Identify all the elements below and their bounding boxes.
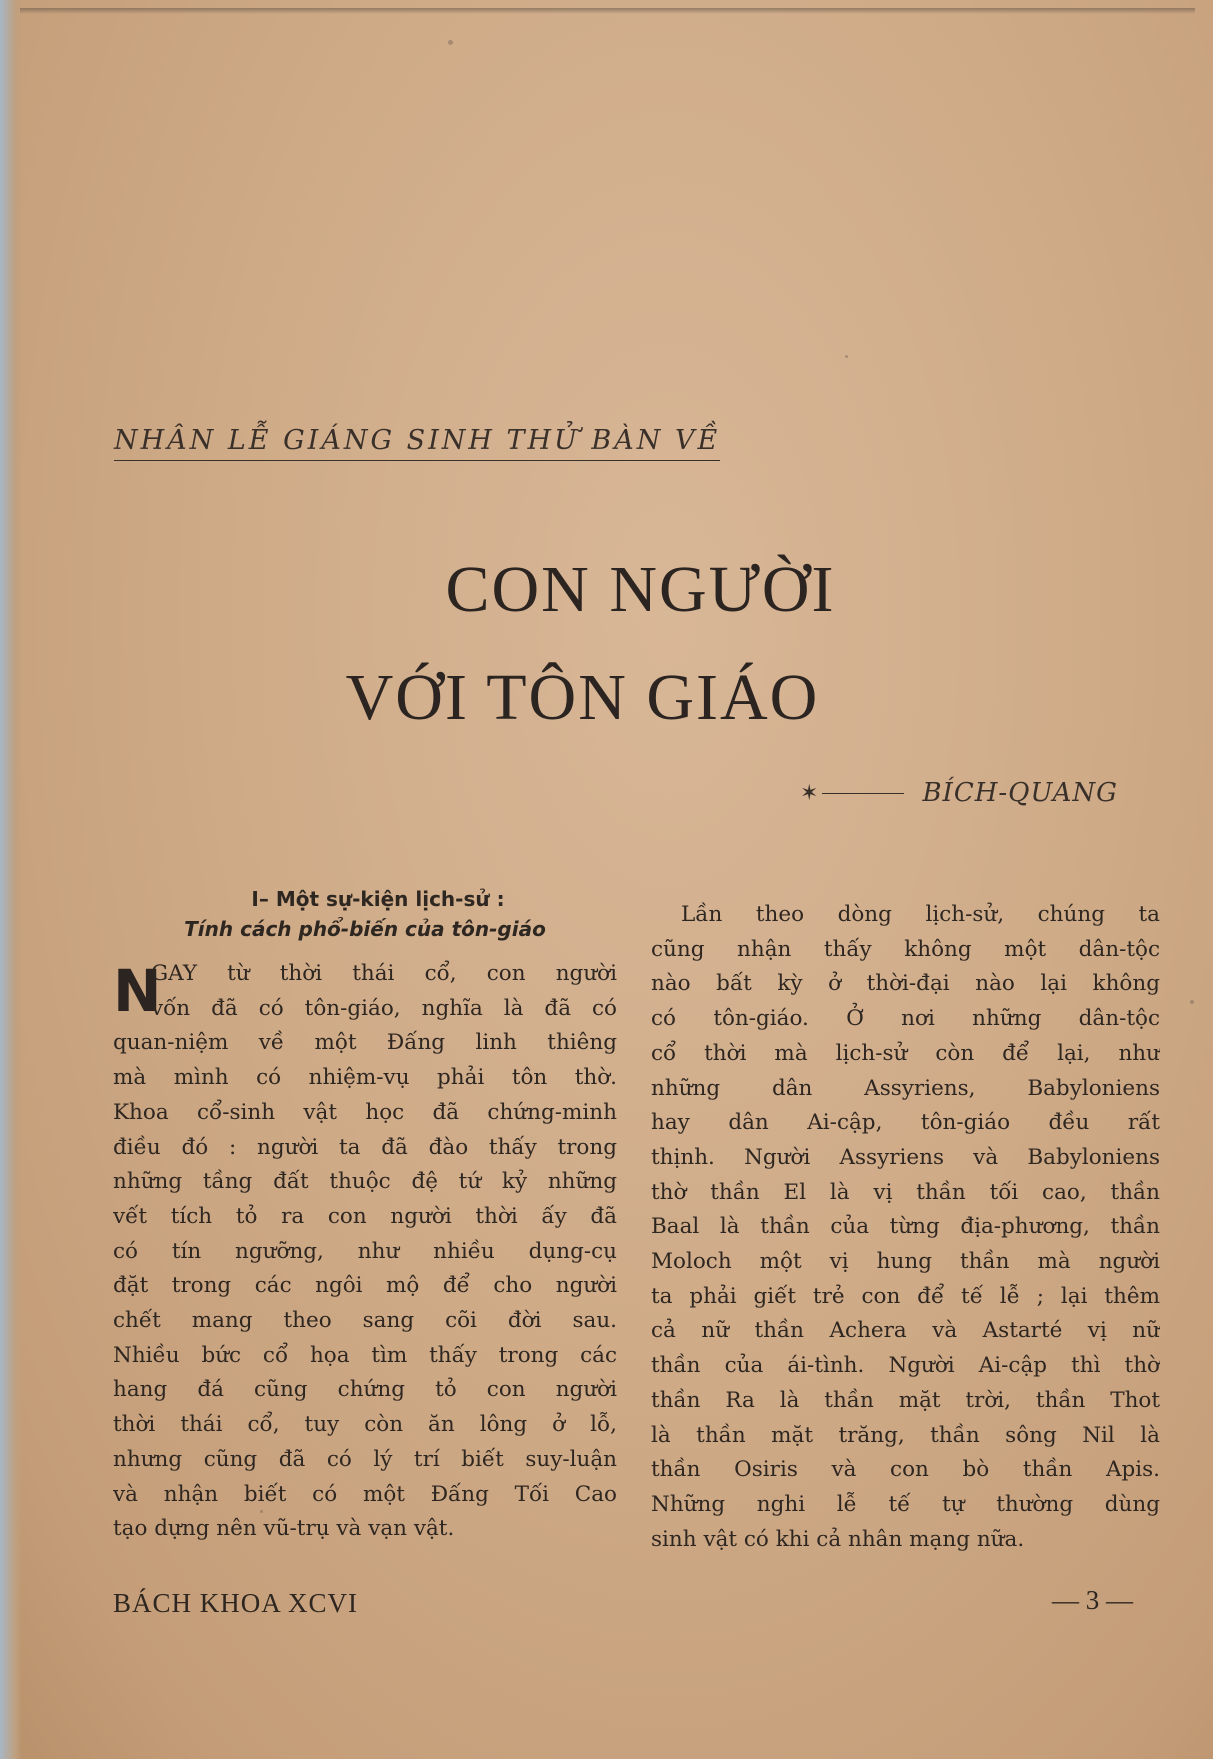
page-edge: [0, 0, 22, 1759]
paragraph-line: ta phải giết trẻ con để tế lễ ; lại thêm: [651, 1283, 1160, 1309]
article-title-line-2: VỚI TÔN GIÁO: [345, 661, 820, 734]
paragraph-line: GAY từ thời thái cổ, con người: [151, 961, 617, 986]
paragraph-line: vết tích tỏ ra con người thời ấy đã: [113, 1203, 617, 1229]
paragraph-line: nhưng cũng đã có lý trí biết suy-luận: [113, 1446, 617, 1472]
paragraph-line: cũng nhận thấy không một dân-tộc: [651, 936, 1160, 962]
paragraph-line: thời thái cổ, tuy còn ăn lông ở lỗ,: [113, 1412, 617, 1438]
paragraph-line: hay dân Ai-cập, tôn-giáo đều rất: [651, 1110, 1160, 1136]
publication-footer: BÁCH KHOA XCVI: [113, 1588, 359, 1618]
paper-speck: [1190, 1000, 1194, 1004]
right-column: [651, 898, 1160, 1557]
paragraph-line: đặt trong các ngôi mộ để cho người: [113, 1273, 617, 1299]
paragraph-line: Baal là thần của từng địa-phương, thần: [651, 1214, 1160, 1240]
page-top-edge: [20, 8, 1195, 14]
byline-rule: [822, 793, 904, 794]
star-ornament-icon: ✶: [800, 780, 819, 806]
paragraph-line: điều đó : người ta đã đào thấy trong: [113, 1134, 617, 1160]
paragraph-line: vốn đã có tôn-giáo, nghĩa là đã có: [151, 995, 617, 1021]
byline: [800, 778, 1118, 808]
paper-speck: [448, 40, 453, 45]
paragraph-line: Lần theo dòng lịch-sử, chúng ta: [681, 902, 1160, 927]
paragraph-line: quan-niệm về một Đấng linh thiêng: [113, 1030, 617, 1056]
paragraph-line: Nhiều bức cổ họa tìm thấy trong các: [113, 1342, 617, 1368]
paper-speck: [260, 1510, 263, 1513]
paragraph-line: thịnh. Người Assyriens và Babyloniens: [651, 1144, 1160, 1170]
paragraph-line: thần Ra là thần mặt trời, thần Thot: [651, 1387, 1160, 1413]
paragraph-line: có tôn-giáo. Ở nơi những dân-tộc: [651, 1006, 1160, 1032]
paragraph-line: có tín ngưỡng, như nhiều dụng-cụ: [113, 1238, 617, 1264]
paragraph-line: chết mang theo sang cõi đời sau.: [113, 1308, 617, 1334]
paragraph-line: và nhận biết có một Đấng Tối Cao: [113, 1481, 617, 1507]
paragraph-line: là thần mặt trăng, thần sông Nil là: [651, 1422, 1160, 1448]
author-name: BÍCH-QUANG: [922, 778, 1118, 808]
section-subheading: Tính cách phổ-biến của tôn-giáo: [184, 917, 546, 941]
section-heading: I– Một sự-kiện lịch-sử :: [251, 887, 505, 911]
paragraph-line: tạo dựng nên vũ-trụ và vạn vật.: [113, 1516, 455, 1542]
paragraph-line: Khoa cổ-sinh vật học đã chứng-minh: [113, 1099, 617, 1125]
paragraph-line: hang đá cũng chứng tỏ con người: [113, 1377, 617, 1403]
paragraph-line: cả nữ thần Achera và Astarté vị nữ: [651, 1318, 1160, 1344]
drop-cap: N: [113, 957, 162, 1025]
paragraph-line: Những nghi lễ tế tự thường dùng: [651, 1491, 1160, 1517]
article-kicker: NHÂN LỄ GIÁNG SINH THỬ BÀN VỀ: [114, 425, 720, 461]
paragraph-line: Moloch một vị hung thần mà người: [651, 1249, 1160, 1275]
paragraph-line: những dân Assyriens, Babyloniens: [651, 1075, 1160, 1101]
left-column: [113, 957, 617, 1547]
paragraph-line: nào bất kỳ ở thời-đại nào lại không: [651, 971, 1160, 997]
paragraph-line: cổ thời mà lịch-sử còn để lại, như: [651, 1040, 1160, 1066]
paper-speck: [845, 355, 848, 358]
paragraph-line: thần của ái-tình. Người Ai-cập thì thờ: [651, 1353, 1160, 1379]
page-number: — 3 —: [1052, 1585, 1133, 1615]
paragraph-line: những tầng đất thuộc đệ tứ kỷ những: [113, 1169, 617, 1195]
paragraph-line: mà mình có nhiệm-vụ phải tôn thờ.: [113, 1065, 617, 1091]
article-title-line-1: CON NGƯỜI: [445, 553, 836, 626]
paragraph-line: sinh vật có khi cả nhân mạng nữa.: [651, 1526, 1025, 1552]
paragraph-line: thần Osiris và con bò thần Apis.: [651, 1457, 1160, 1483]
paragraph-line: thờ thần El là vị thần tối cao, thần: [651, 1179, 1160, 1205]
